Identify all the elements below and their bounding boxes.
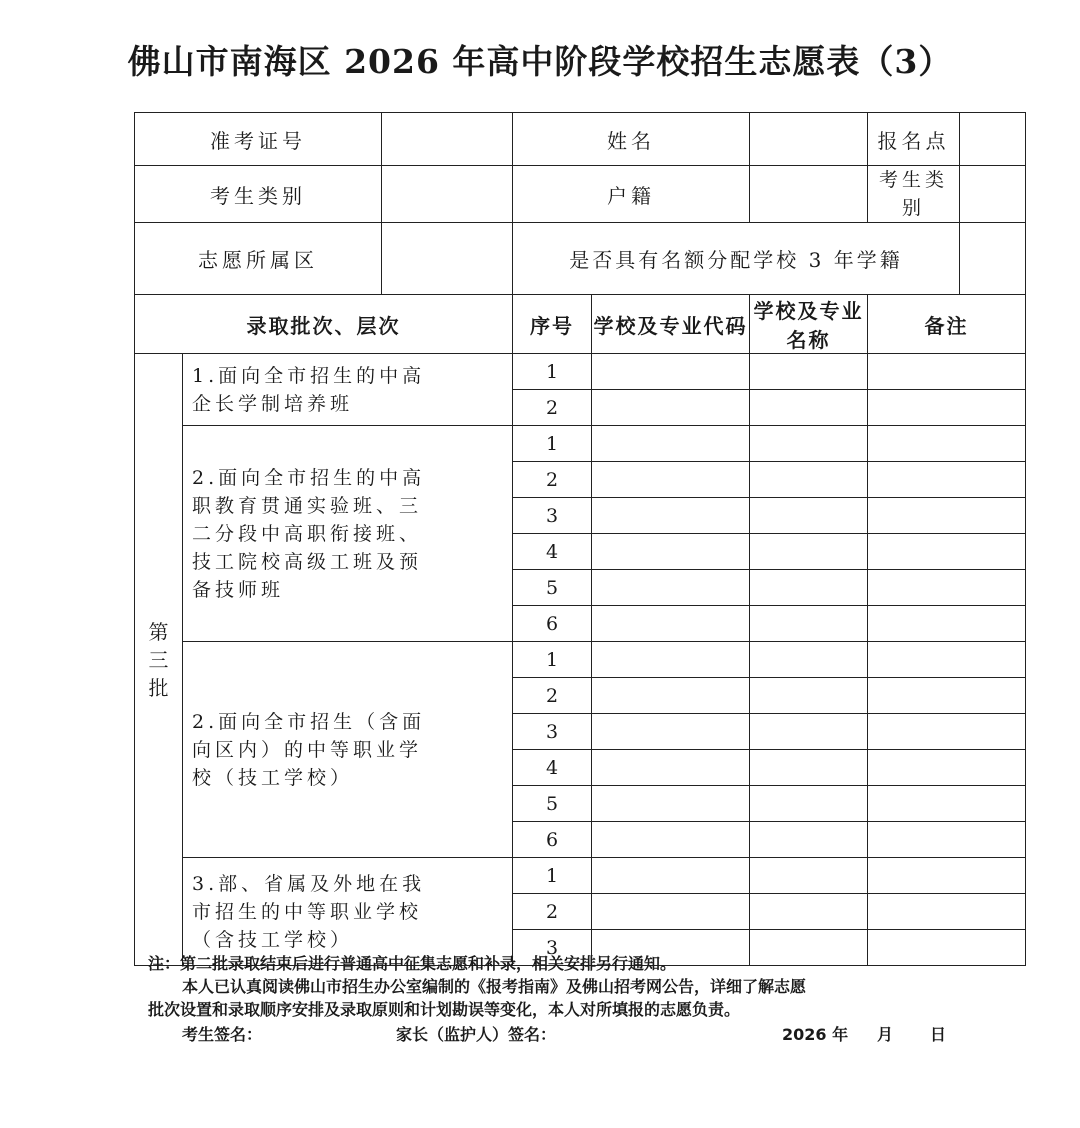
date-month: 月: [877, 1025, 894, 1044]
parent-signature-label: 家长（监护人）签名：: [396, 1025, 557, 1044]
school-code-cell[interactable]: [592, 534, 750, 570]
col-header-batch-level: 录取批次、层次: [135, 295, 513, 354]
remark-cell[interactable]: [868, 534, 1026, 570]
school-name-cell[interactable]: [750, 570, 868, 606]
remark-cell[interactable]: [868, 354, 1026, 390]
remark-cell[interactable]: [868, 858, 1026, 894]
level-line: 技工院校高级工班及预: [192, 550, 423, 573]
school-code-cell[interactable]: [592, 390, 750, 426]
batch-char: 第: [148, 619, 169, 644]
level-description: [183, 354, 513, 426]
level-line: 校（技工学校）: [192, 766, 354, 789]
exam-id-label: 准考证号: [135, 113, 382, 166]
date-day: 日: [930, 1025, 947, 1044]
student-signature-label: 考生签名：: [182, 1025, 263, 1044]
school-name-cell[interactable]: [750, 750, 868, 786]
seq-number: 4: [513, 534, 592, 570]
school-name-cell[interactable]: [750, 642, 868, 678]
seq-number: 3: [513, 714, 592, 750]
seq-number: 1: [513, 858, 592, 894]
school-code-cell[interactable]: [592, 858, 750, 894]
level-line: 1.面向全市招生的中高: [192, 364, 426, 387]
remark-cell[interactable]: [868, 606, 1026, 642]
remark-cell[interactable]: [868, 894, 1026, 930]
school-code-cell[interactable]: [592, 714, 750, 750]
quota-label: 是否具有名额分配学校 3 年学籍: [513, 223, 960, 295]
level-line: 3.部、省属及外地在我: [192, 872, 426, 895]
school-code-cell[interactable]: [592, 606, 750, 642]
candidate-type-label-2: [868, 166, 960, 223]
candidate-type-field[interactable]: [382, 166, 513, 223]
remark-cell[interactable]: [868, 426, 1026, 462]
school-name-cell[interactable]: [750, 498, 868, 534]
level-line: 备技师班: [192, 578, 285, 601]
level-description: [183, 858, 513, 966]
level-line: （含技工学校）: [192, 928, 354, 951]
col-header-seq: 序号: [513, 295, 592, 354]
batch-cell: [135, 354, 183, 966]
note-line-3: 批次设置和录取顺序安排及录取原则和计划勘误等变化，本人对所填报的志愿负责。: [148, 1000, 741, 1019]
form-title: 佛山市南海区 2026 年高中阶段学校招生志愿表（3）: [127, 42, 953, 81]
signature-line: [148, 1021, 958, 1049]
school-code-cell[interactable]: [592, 822, 750, 858]
remark-cell[interactable]: [868, 678, 1026, 714]
school-name-cell[interactable]: [750, 354, 868, 390]
batch-char: 三: [148, 647, 169, 672]
school-name-cell[interactable]: [750, 606, 868, 642]
level-line: 企长学制培养班: [192, 392, 354, 415]
level-line: 向区内）的中等职业学: [192, 738, 423, 761]
remark-cell[interactable]: [868, 390, 1026, 426]
notes-section: [148, 952, 958, 1049]
level-description: [183, 642, 513, 858]
level-line: 职教育贯通实验班、三: [192, 494, 423, 517]
school-code-cell[interactable]: [592, 426, 750, 462]
school-name-cell[interactable]: [750, 390, 868, 426]
seq-number: 2: [513, 894, 592, 930]
remark-cell[interactable]: [868, 642, 1026, 678]
seq-number: 2: [513, 390, 592, 426]
seq-number: 5: [513, 786, 592, 822]
school-code-cell[interactable]: [592, 750, 750, 786]
candidate-type-field-2[interactable]: [960, 166, 1026, 223]
seq-number: 2: [513, 462, 592, 498]
school-name-cell[interactable]: [750, 462, 868, 498]
remark-cell[interactable]: [868, 750, 1026, 786]
candidate-type-label-2-line1: 考生类: [878, 169, 948, 191]
col-header-remark: 备注: [868, 295, 1026, 354]
seq-number: 4: [513, 750, 592, 786]
volunteer-row: [135, 642, 1026, 678]
reg-point-field[interactable]: [960, 113, 1026, 166]
batch-char: 批: [148, 675, 169, 700]
name-label: 姓名: [513, 113, 750, 166]
seq-number: 2: [513, 678, 592, 714]
school-code-cell[interactable]: [592, 642, 750, 678]
candidate-type-label-2-line2: 别: [901, 197, 925, 219]
seq-number: 6: [513, 822, 592, 858]
remark-cell[interactable]: [868, 714, 1026, 750]
seq-number: 5: [513, 570, 592, 606]
school-name-cell[interactable]: [750, 714, 868, 750]
volunteer-row: [135, 858, 1026, 894]
level-line: 2.面向全市招生的中高: [192, 466, 426, 489]
volunteer-row: [135, 426, 1026, 462]
school-name-cell[interactable]: [750, 894, 868, 930]
seq-number: 3: [513, 498, 592, 534]
quota-field[interactable]: [960, 223, 1026, 295]
school-code-cell[interactable]: [592, 786, 750, 822]
remark-cell[interactable]: [868, 786, 1026, 822]
school-code-cell[interactable]: [592, 678, 750, 714]
remark-cell[interactable]: [868, 822, 1026, 858]
seq-number: 6: [513, 606, 592, 642]
school-code-cell[interactable]: [592, 462, 750, 498]
school-name-cell[interactable]: [750, 822, 868, 858]
remark-cell[interactable]: [868, 498, 1026, 534]
school-name-cell[interactable]: [750, 786, 868, 822]
date-year: 2026 年: [782, 1025, 849, 1044]
col-header-code: 学校及专业代码: [592, 295, 750, 354]
school-code-cell[interactable]: [592, 570, 750, 606]
school-code-cell[interactable]: [592, 354, 750, 390]
household-field[interactable]: [750, 166, 868, 223]
level-line: 市招生的中等职业学校: [192, 900, 423, 923]
col-header-name: 学校及专业名称: [750, 295, 868, 354]
seq-number: 1: [513, 642, 592, 678]
school-name-cell[interactable]: [750, 534, 868, 570]
seq-number: 1: [513, 354, 592, 390]
name-field[interactable]: [750, 113, 868, 166]
district-label: 志愿所属区: [135, 223, 382, 295]
reg-point-label: 报名点: [868, 113, 960, 166]
level-line: 二分段中高职衔接班、: [192, 522, 423, 545]
household-label: 户籍: [513, 166, 750, 223]
district-field[interactable]: [382, 223, 513, 295]
remark-cell[interactable]: [868, 570, 1026, 606]
application-form-table: [134, 112, 1026, 966]
level-line: 2.面向全市招生（含面: [192, 710, 426, 733]
school-name-cell[interactable]: [750, 678, 868, 714]
school-code-cell[interactable]: [592, 894, 750, 930]
school-name-cell[interactable]: [750, 858, 868, 894]
remark-cell[interactable]: [868, 462, 1026, 498]
note-line-2: 本人已认真阅读佛山市招生办公室编制的《报考指南》及佛山招考网公告，详细了解志愿: [182, 977, 807, 996]
exam-id-field[interactable]: [382, 113, 513, 166]
seq-number: 3: [513, 930, 592, 966]
school-code-cell[interactable]: [592, 498, 750, 534]
candidate-type-label: 考生类别: [135, 166, 382, 223]
note-line-1: 注：第二批录取结束后进行普通高中征集志愿和补录，相关安排另行通知。: [148, 954, 677, 973]
level-description: [183, 426, 513, 642]
seq-number: 1: [513, 426, 592, 462]
school-name-cell[interactable]: [750, 426, 868, 462]
volunteer-row: [135, 354, 1026, 390]
